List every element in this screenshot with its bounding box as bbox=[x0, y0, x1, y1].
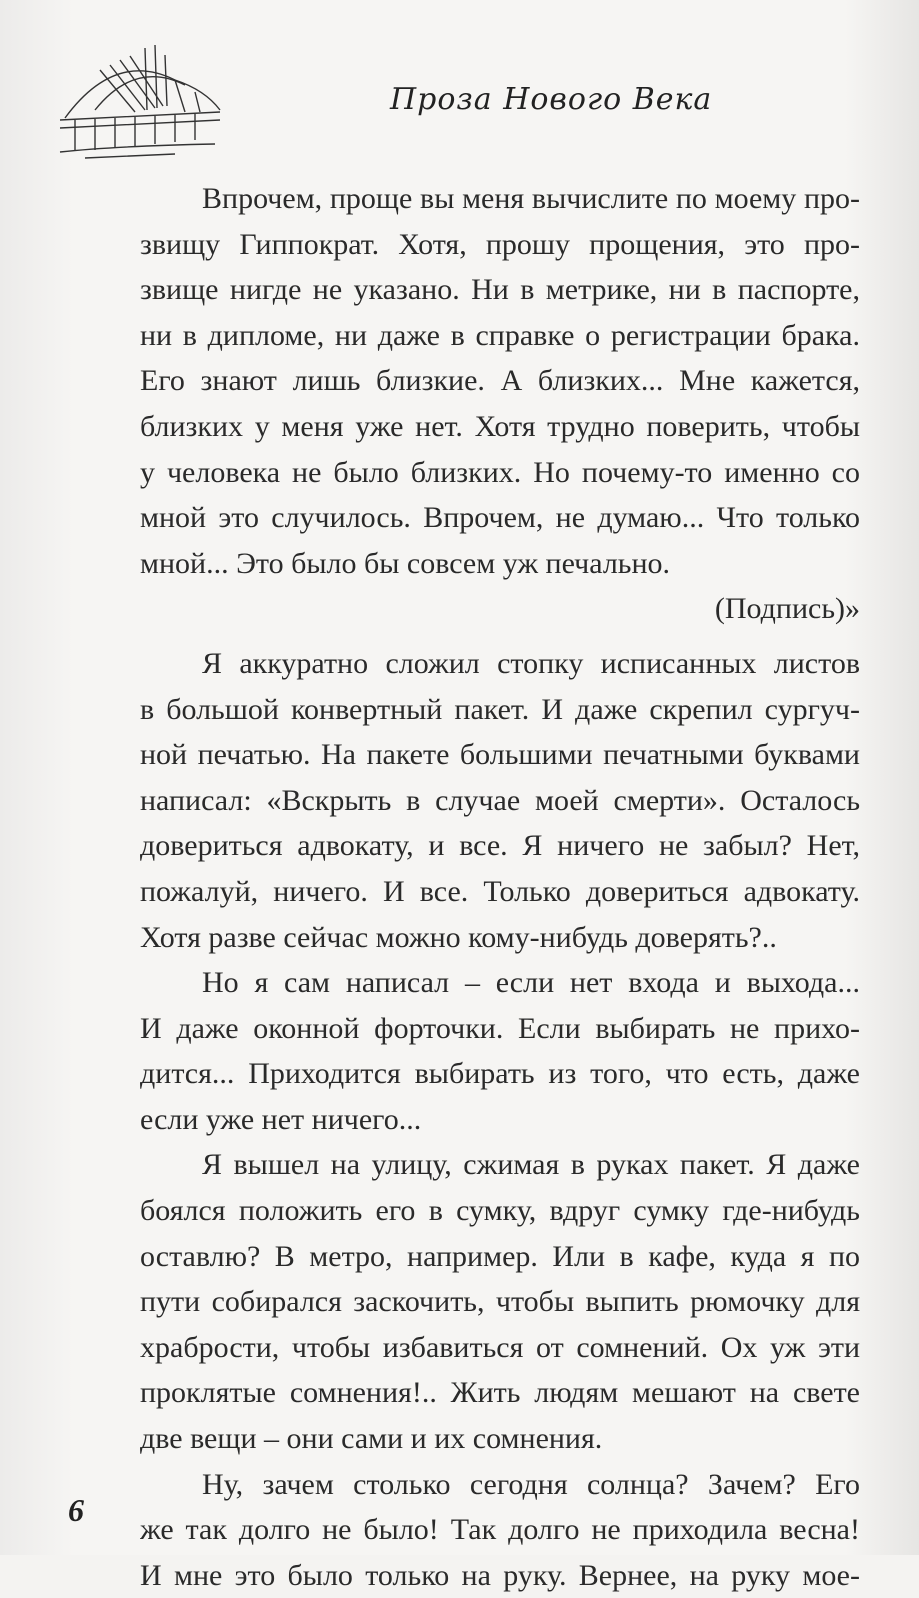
text-line: дится... Приходится выбирать из того, что есть, даже bbox=[140, 1057, 860, 1091]
text-line: две вещи – они сами и их сомнения. bbox=[140, 1422, 603, 1456]
paragraph bbox=[140, 586, 860, 632]
text-line: храбрости, чтобы избавиться от сомнений. Ох уж эти bbox=[140, 1330, 860, 1364]
text-line: И мне это было только на руку. Вернее, на руку мое- bbox=[140, 1558, 860, 1592]
text-line: И даже оконной форточки. Если выбирать не прихо- bbox=[140, 1011, 860, 1045]
text-line: (Подпись)» bbox=[714, 592, 860, 626]
paragraph bbox=[140, 1462, 860, 1598]
text-line: в большой конвертный пакет. И даже скрепил сургуч- bbox=[140, 692, 860, 726]
text-line: если уже нет ничего... bbox=[140, 1102, 422, 1136]
text-line: довериться адвокату, и все. Я ничего не забыл? Нет, bbox=[140, 829, 860, 863]
text-line: пути собирался заскочить, чтобы выпить рюмочку для bbox=[140, 1285, 860, 1319]
paragraph bbox=[140, 641, 860, 960]
body-text bbox=[140, 176, 860, 1598]
paragraph bbox=[140, 960, 860, 1142]
paragraph bbox=[140, 1142, 860, 1461]
text-line: ни в дипломе, ни даже в справке о регистрации брака. bbox=[140, 318, 860, 352]
text-line: написал: «Вскрыть в случае моей смерти». Осталось bbox=[140, 783, 860, 817]
text-line: Я аккуратно сложил стопку исписанных листов bbox=[202, 646, 860, 680]
text-line: Я вышел на улицу, сжимая в руках пакет. Я даже bbox=[202, 1148, 860, 1182]
paragraph-gap bbox=[140, 632, 860, 641]
text-line: Но я сам написал – если нет входа и выхода... bbox=[202, 966, 860, 1000]
text-line: пожалуй, ничего. И все. Только довериться адвокату. bbox=[140, 874, 860, 908]
text-line: звищу Гиппократ. Хотя, прошу прощения, это про- bbox=[140, 227, 860, 261]
bridge-sketch-icon bbox=[55, 40, 225, 170]
text-line: ной печатью. На пакете большими печатными буквами bbox=[140, 738, 860, 772]
text-line: же так долго не было! Так долго не приходила весна! bbox=[140, 1513, 860, 1547]
running-header bbox=[50, 30, 880, 170]
text-line: Хотя разве сейчас можно кому-нибудь доверять?.. bbox=[140, 920, 777, 954]
text-line: Впрочем, проще вы меня вычислите по моему про- bbox=[202, 182, 860, 215]
series-title: Проза Нового Века bbox=[390, 82, 713, 117]
paragraph bbox=[140, 176, 860, 586]
text-line: оставлю? В метро, например. Или в кафе, куда я по bbox=[140, 1239, 860, 1273]
text-line: Ну, зачем столько сегодня солнца? Зачем? Его bbox=[202, 1467, 860, 1501]
text-line: мной... Это было бы совсем уж печально. bbox=[140, 546, 671, 580]
text-line: звище нигде не указано. Ни в метрике, ни в паспорте, bbox=[140, 273, 860, 307]
text-line: Его знают лишь близкие. А близких... Мне кажется, bbox=[140, 364, 860, 398]
text-line: боялся положить его в сумку, вдруг сумку где-нибудь bbox=[140, 1194, 860, 1228]
text-line: близких у меня уже нет. Хотя трудно поверить, чтобы bbox=[140, 409, 860, 443]
text-line: проклятые сомнения!.. Жить людям мешают на свете bbox=[140, 1376, 860, 1410]
page-number: 6 bbox=[68, 1492, 84, 1528]
text-line: у человека не было близких. Но почему-то именно со bbox=[140, 455, 860, 489]
text-line: мной это случилось. Впрочем, не думаю... Что только bbox=[140, 501, 860, 535]
